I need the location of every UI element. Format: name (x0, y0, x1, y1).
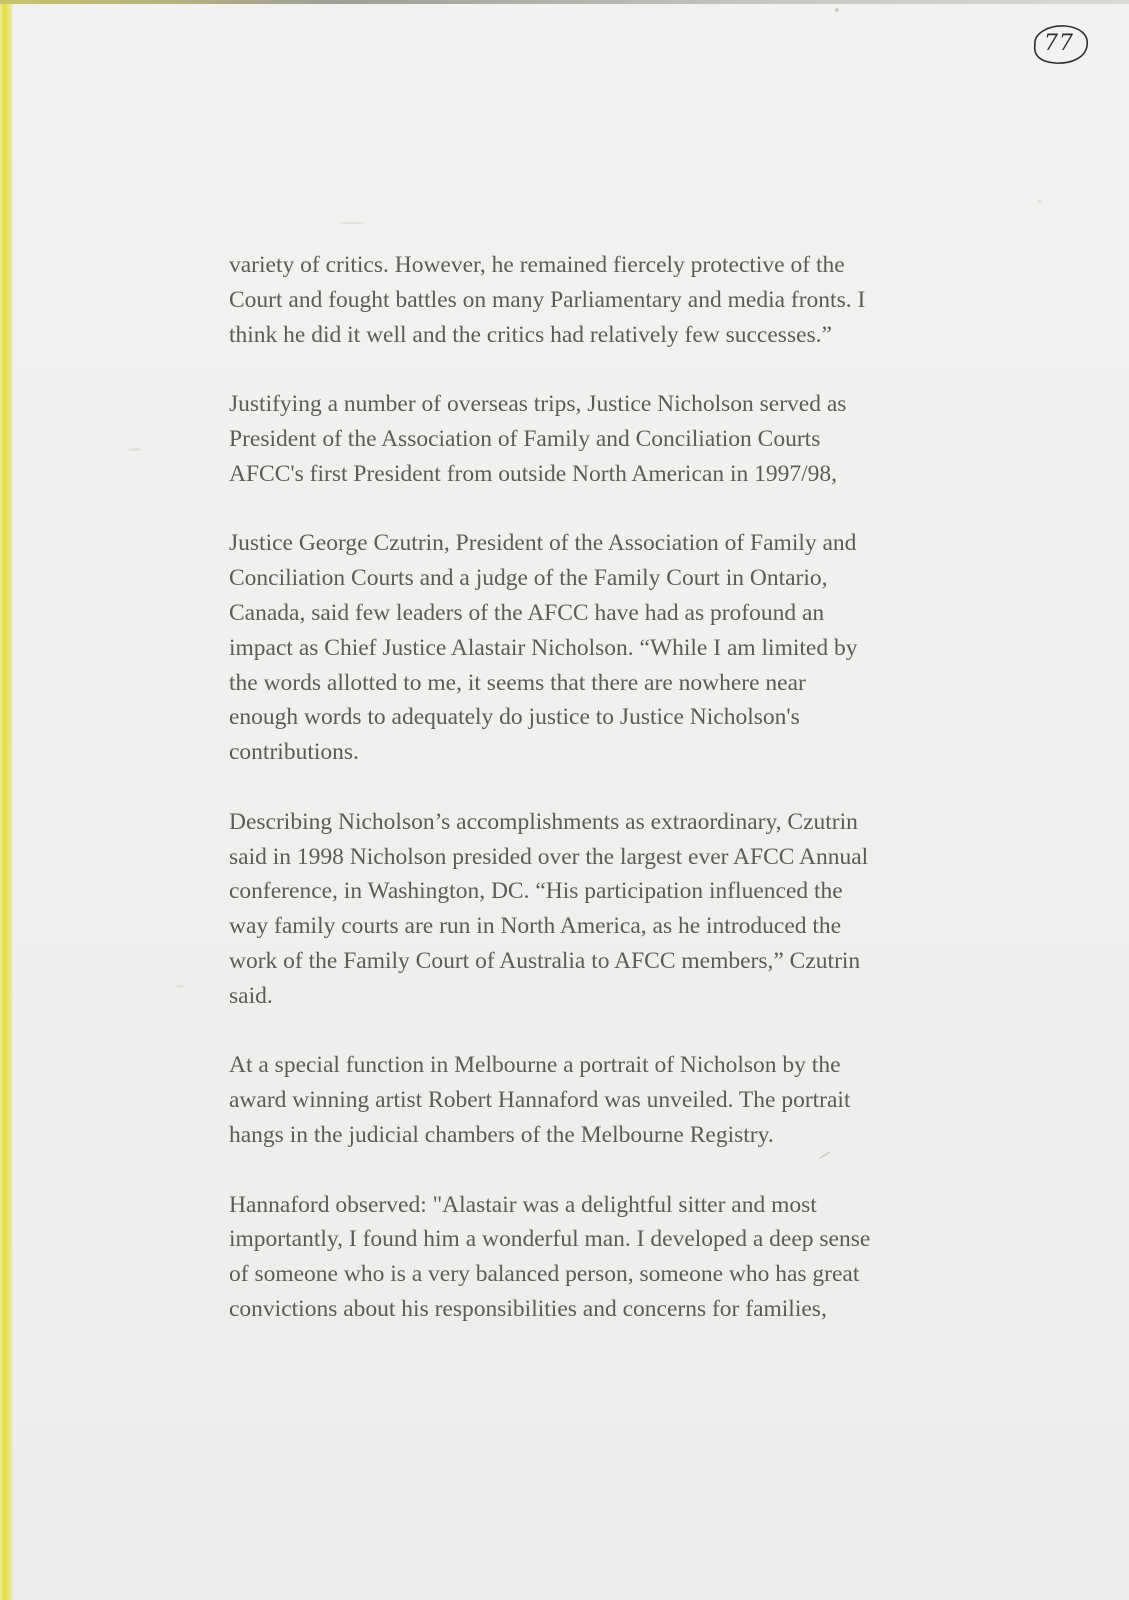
text-line: Describing Nicholson’s accomplishments as extraordinary, Czutrin (229, 808, 858, 835)
text-line: of someone who is a very balanced person, someone who has great (229, 1261, 860, 1288)
scan-speck (1038, 200, 1041, 203)
paragraph-czutrin (229, 526, 919, 770)
text-line: hangs in the judicial chambers of the Melbourne Registry. (229, 1121, 774, 1148)
text-line: award winning artist Robert Hannaford was unveiled. The portrait (229, 1087, 851, 1114)
scan-speck (175, 985, 185, 988)
handwritten-page-number (1027, 22, 1091, 66)
text-line: Conciliation Courts and a judge of the Family Court in Ontario, (229, 565, 828, 592)
paragraph-critics (229, 248, 919, 352)
text-line: enough words to adequately do justice to Justice Nicholson's (229, 704, 800, 731)
text-line: convictions about his responsibilities and concerns for families, (229, 1295, 827, 1322)
paragraph-overseas-trips (229, 387, 919, 491)
text-line: way family courts are run in North America, as he introduced the (229, 913, 842, 940)
text-line: Justifying a number of overseas trips, Justice Nicholson served as (229, 391, 847, 418)
text-line: said. (229, 982, 273, 1009)
paragraph-accomplishments (229, 805, 919, 1014)
text-line: conference, in Washington, DC. “His participation influenced the (229, 878, 843, 905)
text-line: At a special function in Melbourne a portrait of Nicholson by the (229, 1052, 841, 1079)
paragraph-portrait (229, 1048, 919, 1152)
text-line: Court and fought battles on many Parliamentary and media fronts. I (229, 286, 866, 313)
text-line: President of the Association of Family and Conciliation Courts (229, 425, 821, 452)
text-line: AFCC's first President from outside North American in 1997/98, (229, 460, 838, 487)
page-number-text: 77 (1044, 31, 1074, 56)
document-body (229, 248, 919, 1362)
page-top-edge (0, 0, 1129, 4)
text-line: the words allotted to me, it seems that there are nowhere near (229, 669, 806, 696)
text-line: think he did it well and the critics had relatively few successes.” (229, 321, 832, 348)
text-line: work of the Family Court of Australia to AFCC members,” Czutrin (229, 947, 861, 974)
text-line: said in 1998 Nicholson presided over the largest ever AFCC Annual (229, 843, 869, 870)
text-line: Hannaford observed: "Alastair was a delightful sitter and most (229, 1191, 817, 1218)
text-line: contributions. (229, 739, 359, 766)
scan-speck (835, 8, 839, 12)
paragraph-hannaford (229, 1188, 919, 1327)
text-line: Canada, said few leaders of the AFCC have had as profound an (229, 599, 825, 626)
text-line: variety of critics. However, he remained fiercely protective of the (229, 252, 845, 278)
scan-speck (340, 222, 364, 224)
text-line: impact as Chief Justice Alastair Nicholson. “While I am limited by (229, 634, 858, 661)
text-line: Justice George Czutrin, President of the Association of Family and (229, 530, 857, 557)
scan-speck (128, 448, 142, 451)
text-line: importantly, I found him a wonderful man. I developed a deep sense (229, 1226, 871, 1253)
